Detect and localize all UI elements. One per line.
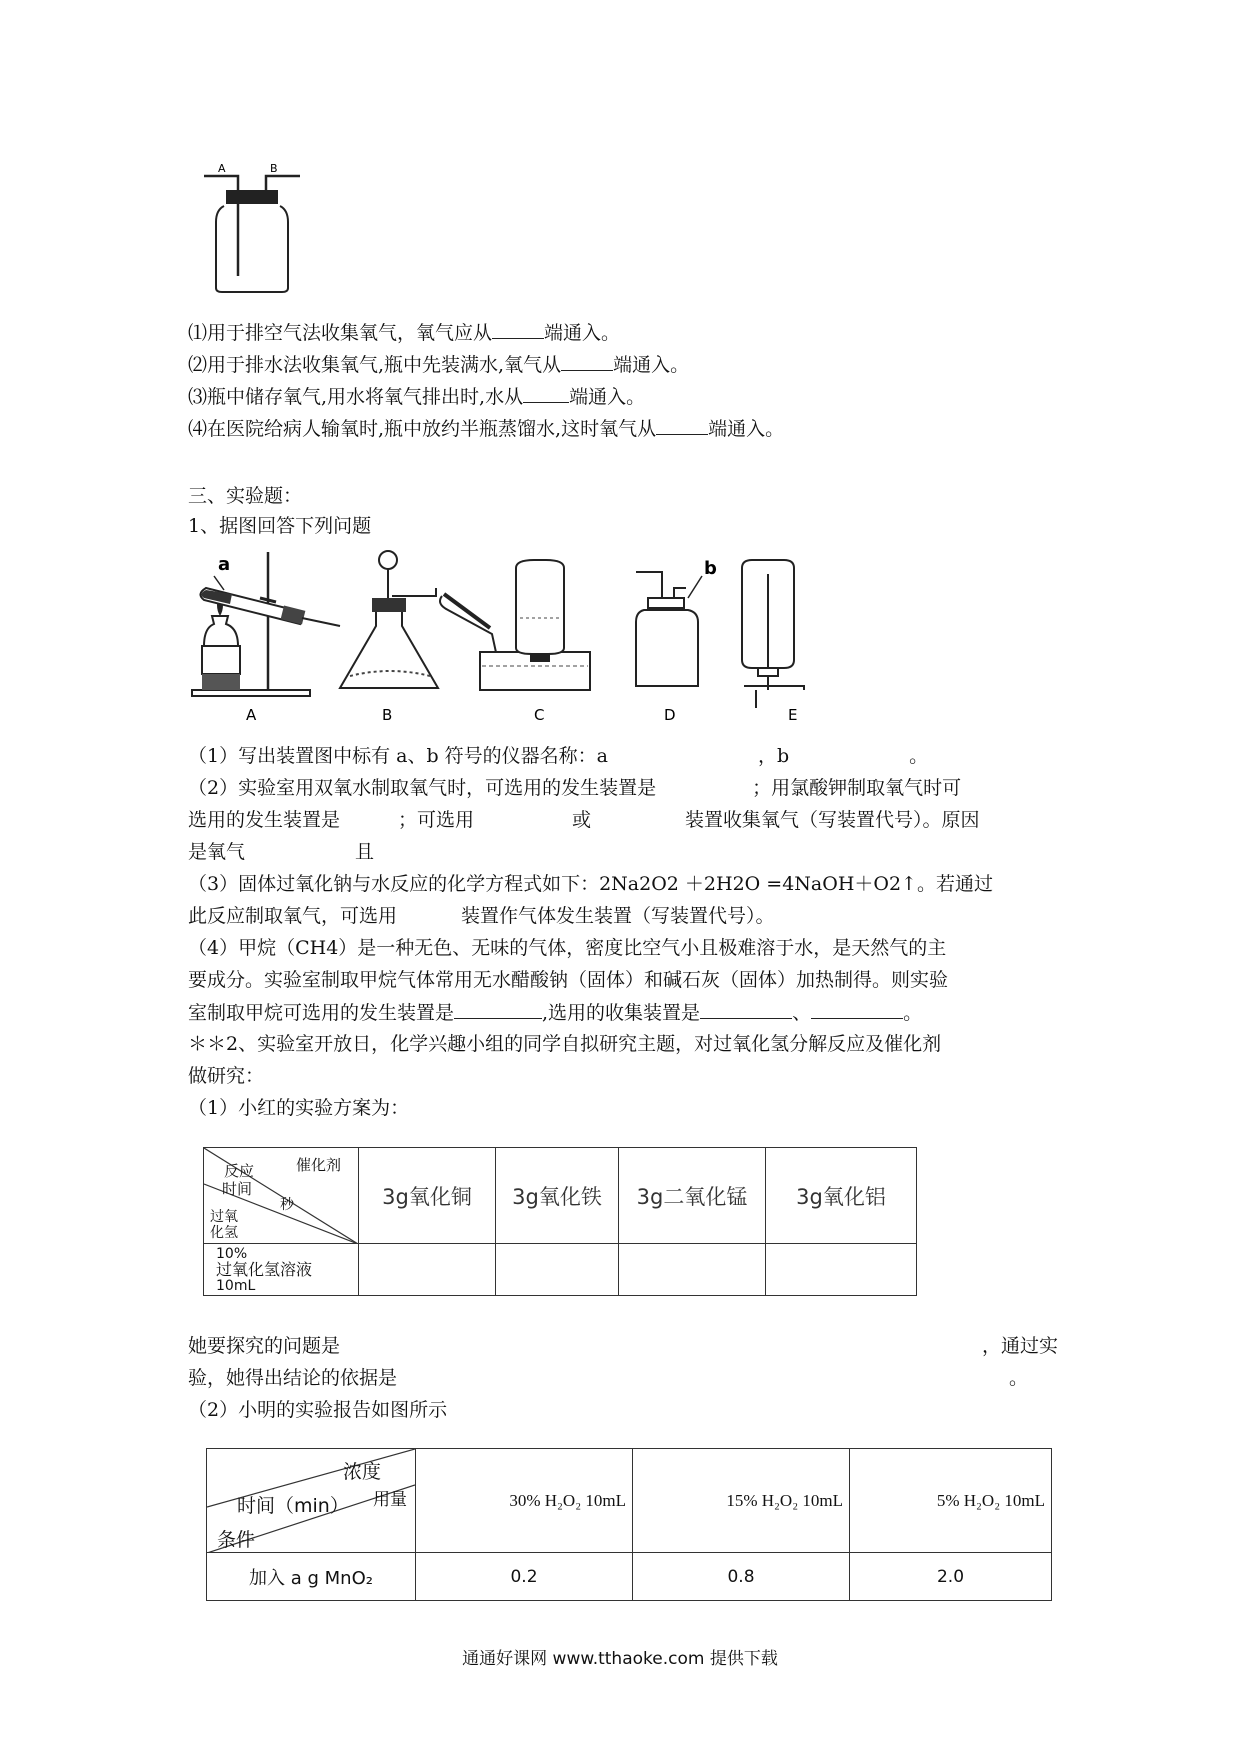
catalyst-row-label: 10% 过氧化氢溶液 10mL — [204, 1244, 359, 1296]
catalyst-cell-4 — [766, 1244, 917, 1296]
q1-part1: （1）写出装置图中标有 a、b 符号的仪器名称：a ，b 。 — [188, 745, 929, 767]
catalyst-cell-2 — [496, 1244, 619, 1296]
catalyst-table — [203, 1147, 917, 1296]
concentration-table — [206, 1448, 1052, 1601]
label-d: D — [664, 706, 676, 724]
q1-part4-line2: 要成分。实验室制取甲烷气体常用无水醋酸钠（固体）和碱石灰（固体）加热制得。则实验 — [188, 969, 949, 991]
conc-col-2: 15% H₂O₂ 10mL — [633, 1449, 850, 1553]
conc-row-label: 加入 a g MnO₂ — [207, 1553, 416, 1601]
apparatus-a — [192, 552, 340, 696]
conc-value-2: 0.8 — [633, 1553, 850, 1601]
q2-ask-line1: 她要探究的问题是 ，通过实 — [188, 1335, 1058, 1357]
corner2-conc: 浓度 — [343, 1461, 382, 1483]
corner-reaction: 反应 — [224, 1162, 255, 1180]
marker-b: b — [704, 558, 717, 579]
conc-col-1: 30% H₂O₂ 10mL — [416, 1449, 633, 1553]
bottle-question-2: ⑵用于排水法收集氧气,瓶中先装满水,氧气从 端通入。 — [188, 354, 690, 376]
q1-part4-line1: （4）甲烷（CH4）是一种无色、无味的气体，密度比空气小且极难溶于水，是天然气的主 — [188, 937, 947, 959]
q1-part2-line1: （2）实验室用双氧水制取氧气时，可选用的发生装置是 ；用氯酸钾制取氧气时可 — [188, 777, 962, 799]
catalyst-col-3: 3g二氧化锰 — [619, 1148, 766, 1244]
q2-part2: （2）小明的实验报告如图所示 — [188, 1399, 448, 1421]
corner2-time: 时间（min） — [237, 1495, 349, 1517]
catalyst-col-2: 3g氧化铁 — [496, 1148, 619, 1244]
corner-peroxide-2: 化氢 — [210, 1225, 238, 1241]
q2-part1: （1）小红的实验方案为： — [188, 1097, 410, 1119]
apparatus-d — [636, 558, 717, 686]
apparatus-diagram — [190, 548, 1060, 726]
q1-part4-line3: 室制取甲烷可选用的发生装置是 ,选用的收集装置是 、 。 — [188, 1002, 923, 1024]
concentration-table-corner — [207, 1449, 416, 1553]
apparatus-c — [440, 560, 590, 690]
q2-intro-line1: ＊＊2、实验室开放日，化学兴趣小组的同学自拟研究主题，对过氧化氢分解反应及催化剂 — [188, 1033, 942, 1055]
label-b: B — [382, 706, 393, 724]
marker-a: a — [218, 554, 231, 575]
corner-time: 时间 — [222, 1180, 253, 1198]
catalyst-cell-1 — [359, 1244, 496, 1296]
bottle-label-a: A — [218, 162, 226, 175]
catalyst-col-1: 3g氧化铜 — [359, 1148, 496, 1244]
q2-ask-line2: 验，她得出结论的依据是 。 — [188, 1367, 1028, 1389]
section-title: 三、实验题： — [188, 485, 303, 507]
label-e: E — [788, 706, 798, 724]
q1-part2-line2: 选用的发生装置是 ；可选用 或 装置收集氧气（写装置代号）。原因 — [188, 809, 980, 831]
catalyst-col-4: 3g氧化铝 — [766, 1148, 917, 1244]
q1-part3-line2: 此反应制取氧气，可选用 装置作气体发生装置（写装置代号）。 — [188, 905, 775, 927]
gas-bottle-diagram — [200, 158, 315, 298]
corner-peroxide-1: 过氧 — [210, 1209, 238, 1225]
label-a: A — [246, 706, 257, 724]
apparatus-e — [742, 560, 804, 708]
corner-catalyst: 催化剂 — [296, 1156, 342, 1174]
bottle-question-1: ⑴用于排空气法收集氧气，氧气应从 端通入。 — [188, 322, 621, 344]
catalyst-cell-3 — [619, 1244, 766, 1296]
conc-value-3: 2.0 — [850, 1553, 1052, 1601]
bottle-question-3: ⑶瓶中储存氧气,用水将氧气排出时,水从 端通入。 — [188, 386, 646, 408]
q1-part3-line1: （3）固体过氧化钠与水反应的化学方程式如下：2Na2O2 ＋2H2O =4NaOH＋O2↑。若通过 — [188, 873, 993, 895]
conc-col-3: 5% H₂O₂ 10mL — [850, 1449, 1052, 1553]
apparatus-b — [340, 551, 438, 688]
bottle-question-4: ⑷在医院给病人输氧时,瓶中放约半瓶蒸馏水,这时氧气从 端通入。 — [188, 418, 785, 440]
corner2-cond: 条件 — [217, 1529, 256, 1551]
q1-part2-line3: 是氧气 且 — [188, 841, 375, 863]
footer-credit: 通通好课网 www.tthaoke.com 提供下载 — [462, 1649, 778, 1669]
q2-intro-line2: 做研究： — [188, 1065, 265, 1087]
corner-sec: 秒 — [280, 1197, 294, 1213]
catalyst-table-corner — [204, 1148, 359, 1244]
question-1-title: 1、据图回答下列问题 — [188, 515, 372, 537]
conc-value-1: 0.2 — [416, 1553, 633, 1601]
corner2-amount: 用量 — [373, 1490, 407, 1510]
bottle-label-b: B — [270, 162, 278, 175]
label-c: C — [534, 706, 545, 724]
